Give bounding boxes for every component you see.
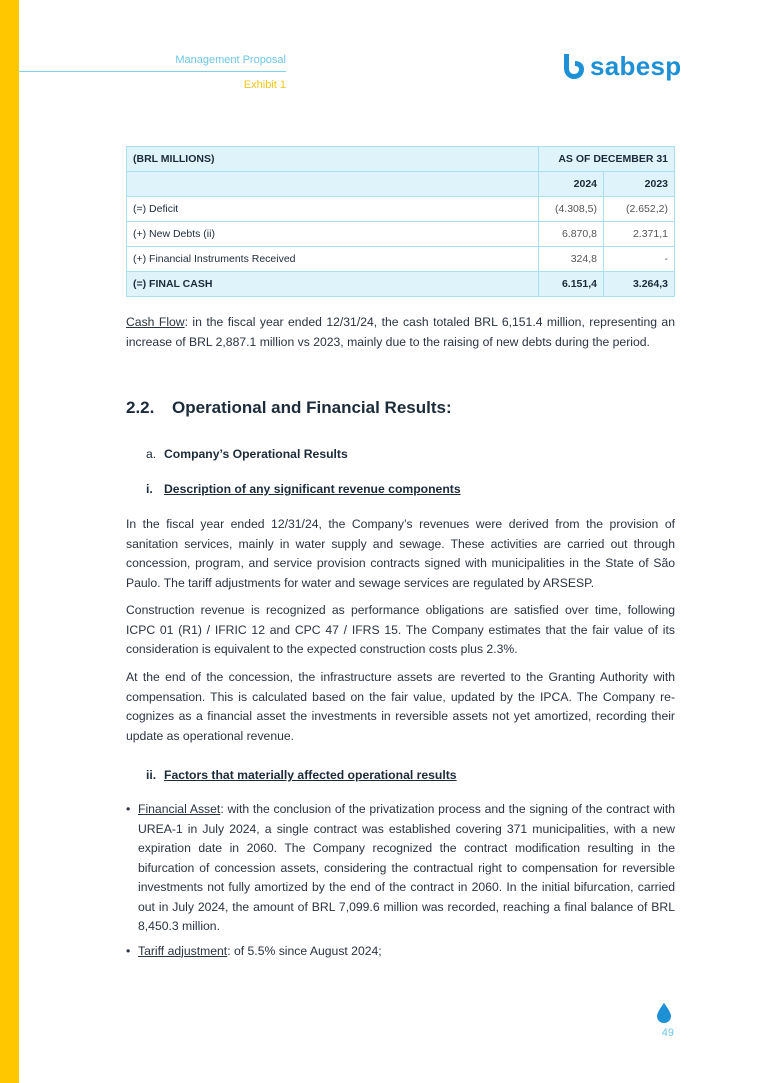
- row-label: (+) Financial Instruments Received: [127, 247, 539, 272]
- revenue-paragraph-2: Construction revenue is recognized as performance obligations are satisfied over time, following ICPC 01 (R1) / IFRIC 12 and CPC 47 / IFRS 15. The Company estimates that the fair value of its consideration is equivalent to the expected construction costs plus 2.3%.: [126, 603, 675, 656]
- table-year-row: [127, 172, 675, 197]
- drop-logo-icon: [560, 52, 586, 80]
- year-2024: 2024: [539, 172, 604, 197]
- sabesp-logo: [560, 50, 680, 84]
- factors-list: [126, 800, 675, 966]
- row-value-2024: 6.870,8: [539, 222, 604, 247]
- table-period-heading: AS OF DECEMBER 31: [539, 147, 675, 172]
- row-value-2023: (2.652,2): [604, 197, 675, 222]
- cash-flow-term: Cash Flow: [126, 315, 185, 329]
- logo-wordmark: sabesp: [590, 51, 682, 81]
- row-value-2023: -: [604, 247, 675, 272]
- row-value-2024: 324,8: [539, 247, 604, 272]
- item-ii-heading: [146, 768, 457, 782]
- subsection-a-heading: [146, 447, 348, 461]
- table-header-row: [127, 147, 675, 172]
- year-2023: 2023: [604, 172, 675, 197]
- item-i-title: Description of any significant revenue components: [164, 482, 461, 496]
- cash-flow-text: : in the fiscal year ended 12/31/24, the cash totaled BRL 6,151.4 million, representing an increase of BRL 2,887.1 million vs 2023, mainly due to the raising of new debts during the period.: [126, 315, 675, 349]
- subsection-a-marker: a.: [146, 447, 157, 461]
- revenue-paragraph-1: In the fiscal year ended 12/31/24, the Company’s revenues were derived from the provision of sanitation services, mainly in water supply and sewage. These activities are carried out through concession, program, and service provision contracts signed with municipalities in the State of São Paulo. The tariff adjustments for water and sewage services are regulated by ARSESP.: [126, 517, 675, 590]
- total-label: (=) FINAL CASH: [127, 272, 539, 297]
- item-ii-title: Factors that materially affected operational results: [164, 768, 457, 782]
- row-label: (+) New Debts (ii): [127, 222, 539, 247]
- header-title: Management Proposal: [175, 54, 286, 66]
- section-number: 2.2.: [126, 398, 155, 417]
- cash-flow-paragraph: [126, 313, 675, 352]
- header-subtitle: Exhibit 1: [243, 79, 286, 91]
- row-label: (=) Deficit: [127, 197, 539, 222]
- bullet-term: Financial Asset: [138, 802, 221, 816]
- table-total-row: [127, 272, 675, 297]
- total-value-2023: 3.264,3: [604, 272, 675, 297]
- table-row: [127, 247, 675, 272]
- subsection-a-title: Company’s Operational Results: [164, 447, 348, 461]
- revenue-paragraph-3: At the end of the concession, the infrastructure assets are reverted to the Granting Authority with compensation. This is calculated based on the fair value, updated by the IPCA. The Company recognizes as a financial asset the investments in reversible assets not yet amortized, recording their update as operational revenue.: [126, 670, 675, 743]
- item-i-marker: i.: [146, 482, 153, 496]
- item-ii-marker: ii.: [146, 768, 157, 782]
- bullet-term: Tariff adjustment: [138, 943, 228, 958]
- side-accent-bar: [0, 0, 19, 1083]
- section-title: Operational and Financial Results:: [172, 398, 452, 417]
- table-row: [127, 222, 675, 247]
- list-item: [126, 942, 675, 962]
- bullet-text: : with the conclusion of the privatization process and the signing of the contract with UREA-1 in July 2024, a single contract was established covering 371 municipalities, with a new expiration date in 2060. The Company recognized the contract modification resulting in the bifurcation of concession assets, considering the contractual right to compensation for reversible investments not fully amortized by the end of the contract in 2060. In the initial bifurcation, carried out in July 2024, the amount of BRL 7,099.6 million was recorded, reaching a final balance of BRL 8,450.3 million.: [138, 802, 676, 933]
- section-heading: [126, 398, 452, 418]
- final-cash-table: [126, 146, 675, 297]
- item-i-heading: [146, 482, 461, 496]
- table-heading: (BRL MILLIONS): [127, 147, 539, 172]
- water-drop-icon: [657, 1003, 671, 1023]
- header-rule: [19, 71, 286, 72]
- row-value-2023: 2.371,1: [604, 222, 675, 247]
- total-value-2024: 6.151,4: [539, 272, 604, 297]
- table-row: [127, 197, 675, 222]
- bullet-text: : of 5.5% since August 2024;: [227, 943, 382, 958]
- row-value-2024: (4.308,5): [539, 197, 604, 222]
- list-item: [126, 800, 675, 937]
- page-number: 49: [661, 1027, 674, 1039]
